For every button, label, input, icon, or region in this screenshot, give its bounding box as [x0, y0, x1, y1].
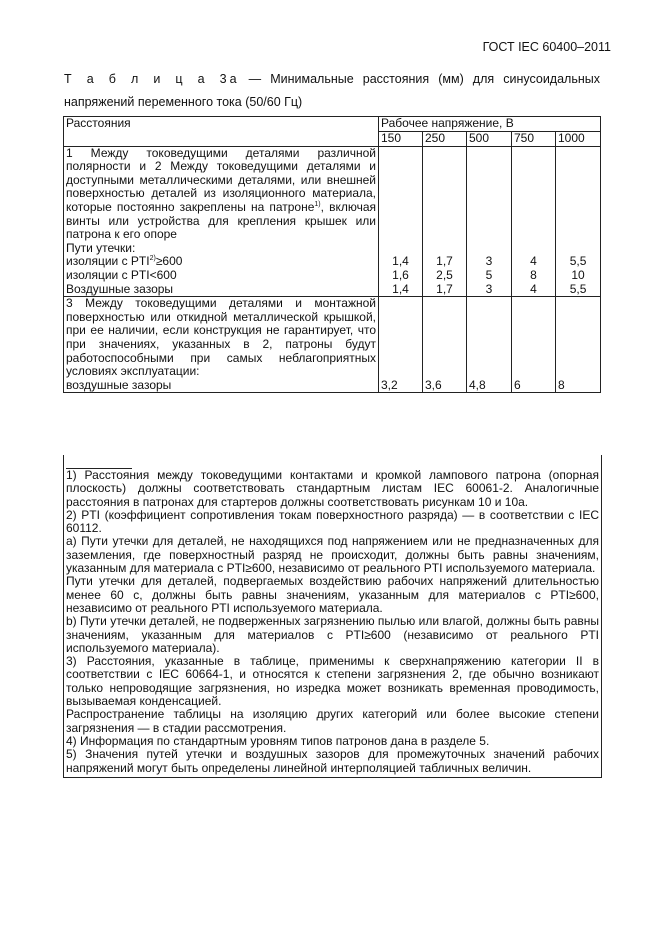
note-5: 5) Значения путей утечки и воздушных зазоров для промежуточных значений рабочих напряжений могут быть определены линейной интерполяцией табличных величин.: [66, 747, 599, 775]
row3-value-250: 3,6: [423, 297, 467, 393]
table-caption: [64, 68, 600, 114]
row3-value-750: 6: [512, 297, 556, 393]
note-1: 1) Расстояния между токоведущими контактами и кромкой лампового патрона (опорная плоскость) должны соответствовать стандартным листам IEC 60061-2. Аналогичные расстояния в патронах для стартеров должны соответствовать рисункам 10 и 10а.: [66, 468, 599, 509]
values-500: 3 5 3: [467, 146, 512, 297]
distances-table: [63, 116, 601, 393]
voltage-150: 150: [379, 131, 423, 146]
note-3: 3) Расстояния, указанные в таблице, применимы к сверхнапряжению категории II в соответствии с IEC 60664-1, и относятся к степени загрязнения 2, где обычно возникают только непроводящие загрязнения, но изредка может возникать временная проводимость, вызываемая конденсацией.: [66, 654, 599, 709]
values-750: 4 8 4: [512, 146, 556, 297]
note-b: b) Пути утечки деталей, не подверженных загрязнению пылью или влагой, должны быть равны значениям, указанным для материалов с PTI≥600 (независимо от реального PTI используемого материала).: [66, 614, 599, 655]
values-250: 1,7 2,5 1,7: [423, 146, 467, 297]
row1-text-tail: , включая винты или устройства для крепления крышек или патрона к его опоре: [66, 199, 376, 242]
sub-row-label: изоляции с PTI<600: [66, 267, 177, 282]
sub-row-label: изоляции с $PTI^{2)}\ge 600$: [66, 254, 183, 269]
header-voltage: Рабочее напряжение, В: [379, 117, 601, 132]
row3-label: воздушные зазоры: [66, 377, 172, 392]
sub-row-label: Воздушные зазоры: [66, 281, 174, 296]
row3-value-150: 3,2: [379, 297, 423, 393]
document-id: ГОСТ IEC 60400–2011: [482, 40, 611, 54]
voltage-1000: 1000: [556, 131, 601, 146]
footnote-ref: 1): [314, 200, 321, 208]
voltage-750: 750: [512, 131, 556, 146]
row1-text: 1 Между токоведущими деталями различной полярности и 2 Между токоведущими деталями и доступными металлическими деталями, или внешней поверхностью деталей из изоляционного материала, которые постоянно закреплены на патроне: [66, 145, 376, 214]
note-a: а) Пути утечки для деталей, не находящихся под напряжением или не предназначенных для заземления, где поверхностный разряд не происходит, должны быть равны значениям, указанным для материала с PTI≥600, независимо от реального PTI используемого материала.: [66, 534, 599, 576]
row-1-2-description: [64, 146, 379, 297]
caption-text: — Минимальные расстояния (мм) для синусоидальных напряжений переменного тока (50/60 Гц): [64, 72, 600, 109]
creepage-label: Пути утечки:: [66, 240, 136, 255]
note-4: 4) Информация по стандартным уровням типов патронов дана в разделе 5.: [66, 733, 490, 748]
table-row: [64, 146, 601, 297]
values-1000: 5,5 10 5,5: [556, 146, 601, 297]
header-distances: Расстояния: [64, 117, 379, 147]
table-notes: [63, 455, 602, 778]
voltage-250: 250: [423, 131, 467, 146]
note-3-cont: Распространение таблицы на изоляцию других категорий или более высокие степени загрязнения — в стадии рассмотрения.: [66, 707, 599, 735]
note-2: 2) PTI (коэффициент сопротивления токам поверхностного разряда) — в соответствии с IEC 60112.: [66, 507, 599, 536]
note-a-cont: Пути утечки для деталей, подвергаемых воздействию рабочих напряжений длительностью менее 60 с, должны быть равны значениям, указанным для материалов с PTI≥600, независимо от реального PTI используемого материала.: [66, 574, 599, 615]
values-150: 1,4 1,6 1,4: [379, 146, 423, 297]
row-3-description: 3 Между токоведущими деталями и монтажной поверхностью или откидной металлической крышкой, при ее наличии, если конструкция не гарантирует, что при значениях, указанных в 2, патроны будут работоспособными при самых неблагоприятных условиях эксплуатации: воздушные зазоры: [64, 297, 379, 393]
row3-value-500: 4,8: [467, 297, 512, 393]
voltage-500: 500: [467, 131, 512, 146]
caption-label: Т а б л и ц а 3а: [64, 72, 240, 86]
table-row: [64, 297, 601, 393]
row3-value-1000: 8: [556, 297, 601, 393]
